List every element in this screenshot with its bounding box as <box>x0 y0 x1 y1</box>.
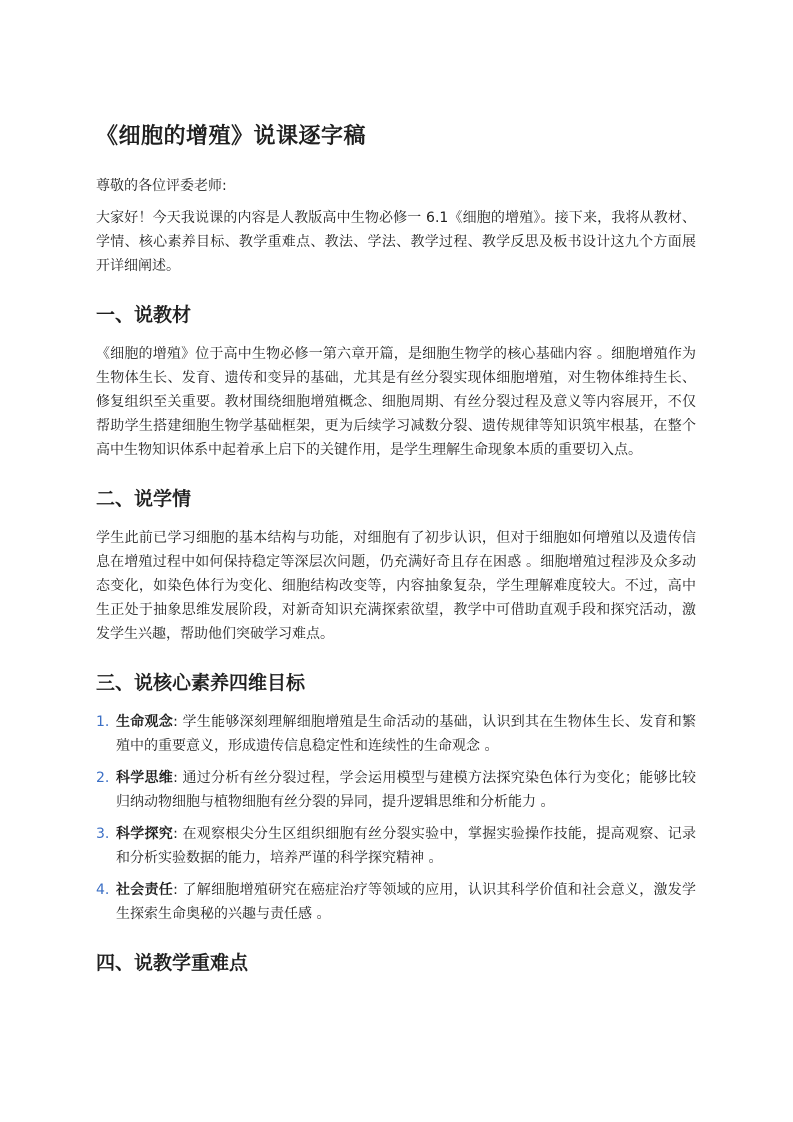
goal-term: 生命观念 <box>116 714 174 730</box>
goal-number: 1. <box>96 714 110 730</box>
goal-item <box>96 766 696 814</box>
goal-number: 4. <box>96 882 110 898</box>
goal-term: 社会责任 <box>116 882 174 898</box>
goal-number: 2. <box>96 770 110 786</box>
intro-paragraph: 大家好！今天我说课的内容是人教版高中生物必修一 6.1《细胞的增殖》。接下来，我将从教材、学情、核心素养目标、教学重难点、教法、学法、教学过程、教学反思及板书设计这九个方面展开详细阐述。 <box>96 210 696 274</box>
goal-text: : 学生能够深刻理解细胞增殖是生命活动的基础，认识到其在生物体生长、发育和繁殖中的重要意义，形成遗传信息稳定性和连续性的生命观念 。 <box>116 714 697 754</box>
goal-term: 科学思维 <box>116 770 174 786</box>
document-title: 《细胞的增殖》说课逐字稿 <box>96 124 367 149</box>
goal-text: : 了解细胞增殖研究在癌症治疗等领域的应用，认识其科学价值和社会意义，激发学生探索生命奥秘的兴趣与责任感 。 <box>116 882 697 922</box>
goal-item <box>96 710 696 758</box>
section-body-textbook: 《细胞的增殖》位于高中生物必修一第六章开篇，是细胞生物学的核心基础内容 。细胞增殖作为生物体生长、发育、遗传和变异的基础，尤其是有丝分裂实现体细胞增殖，对生物体维持生长、修复组织至关重要。教材围绕细胞增殖概念、细胞周期、有丝分裂过程及意义等内容展开，不仅帮助学生搭建细胞生物学基础框架，更为后续学习减数分裂、遗传规律等知识筑牢根基，在整个高中生物知识体系中起着承上启下的关键作用，是学生理解生命现象本质的重要切入点。 <box>96 346 696 458</box>
goal-text: : 通过分析有丝分裂过程，学会运用模型与建模方法探究染色体行为变化；能够比较归纳动物细胞与植物细胞有丝分裂的异同，提升逻辑思维和分析能力 。 <box>116 770 697 810</box>
section-heading-key-points: 四、说教学重难点 <box>96 952 249 974</box>
document-page <box>96 118 696 990</box>
greeting-text: 尊敬的各位评委老师: <box>96 178 227 194</box>
goal-number: 3. <box>96 826 110 842</box>
goals-list <box>96 710 696 926</box>
section-heading-goals: 三、说核心素养四维目标 <box>96 672 306 694</box>
section-body-students: 学生此前已学习细胞的基本结构与功能，对细胞有了初步认识，但对于细胞如何增殖以及遗传信息在增殖过程中如何保持稳定等深层次问题，仍充满好奇且存在困惑 。细胞增殖过程涉及众多动态变化，如染色体行为变化、细胞结构改变等，内容抽象复杂，学生理解难度较大。不过，高中生正处于抽象思维发展阶段，对新奇知识充满探索欲望，教学中可借助直观手段和探究活动，激发学生兴趣，帮助他们突破学习难点。 <box>96 530 696 642</box>
section-heading-textbook: 一、说教材 <box>96 304 192 326</box>
section-heading-students: 二、说学情 <box>96 488 192 510</box>
goal-text: : 在观察根尖分生区组织细胞有丝分裂实验中，掌握实验操作技能，提高观察、记录和分析实验数据的能力，培养严谨的科学探究精神 。 <box>116 826 697 866</box>
goal-item <box>96 878 696 926</box>
goal-term: 科学探究 <box>116 826 174 842</box>
goal-item <box>96 822 696 870</box>
